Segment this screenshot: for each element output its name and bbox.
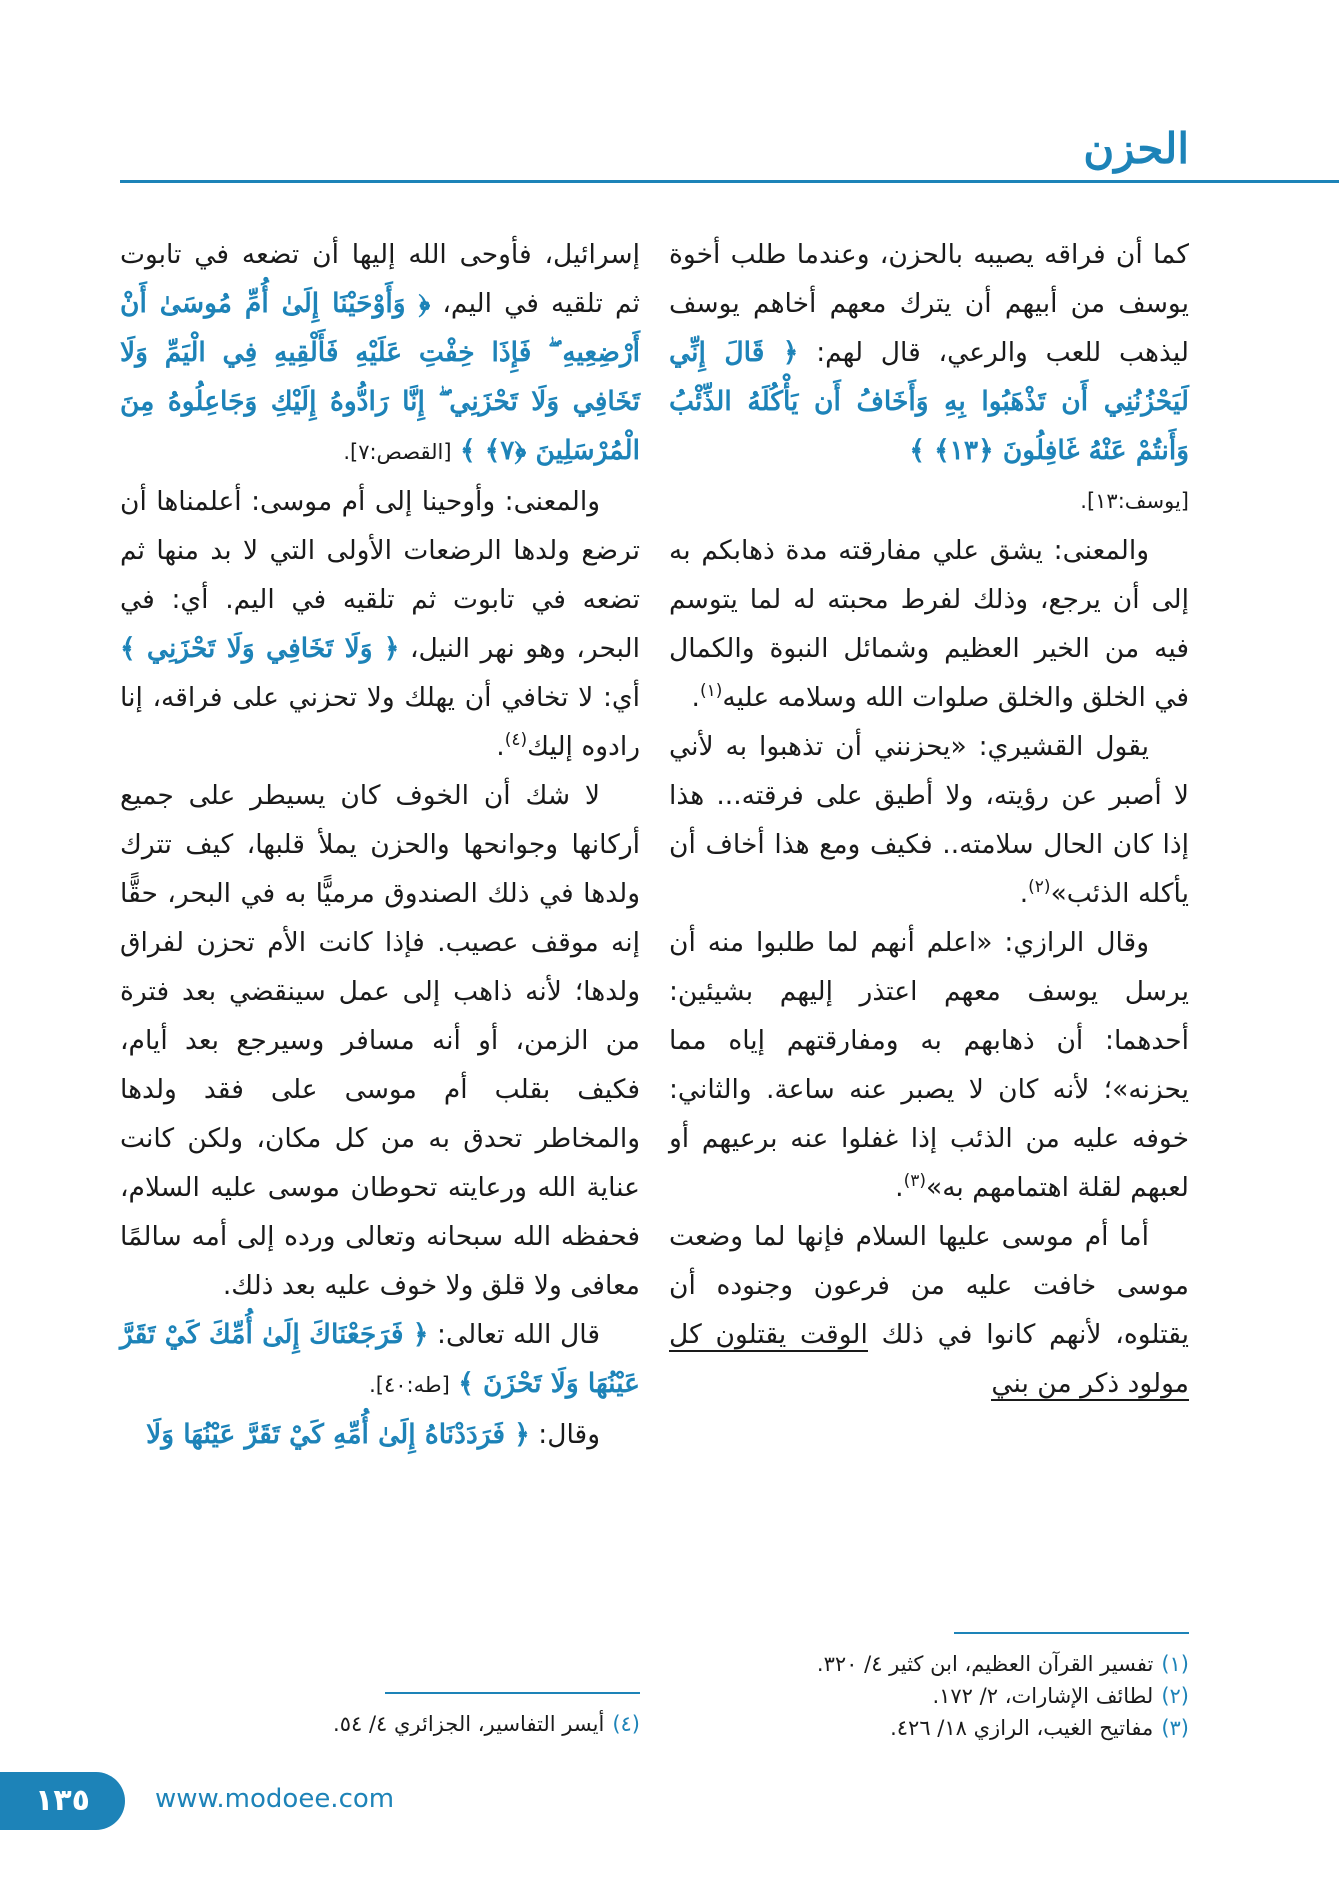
footnote-number: (١) [1161, 1652, 1189, 1676]
footnote-number: (٢) [1161, 1684, 1189, 1708]
verse-reference: [طه:٤٠]. [369, 1373, 450, 1397]
paragraph [120, 1410, 640, 1459]
footnote-item [669, 1712, 1189, 1744]
footnote-text: تفسير القرآن العظيم، ابن كثير ٤/ ٣٢٠. [816, 1652, 1154, 1676]
footnote-marker[interactable]: (١) [699, 681, 723, 702]
footnote-divider [954, 1632, 1189, 1634]
paragraph [120, 1310, 640, 1410]
footnote-text: لطائف الإشارات، ٢/ ١٧٢. [932, 1684, 1154, 1708]
footnote-marker[interactable]: (٤) [504, 730, 528, 751]
footnote-divider [385, 1692, 640, 1694]
footnote-number: (٣) [1161, 1716, 1189, 1740]
footnote-text: مفاتيح الغيب، الرازي ١٨/ ٤٢٦. [890, 1716, 1154, 1740]
text: إسرائيل، فأوحى الله إليها أن تضعه في تابوت ثم تلقيه في اليم، [120, 239, 640, 319]
quran-verse: ﴿ وَلَا تَخَافِي وَلَا تَحْزَنِي ﴾ [120, 633, 400, 664]
footnote-marker[interactable]: (٣) [903, 1171, 926, 1192]
verse-reference: [القصص:٧]. [343, 440, 452, 464]
text: والمعنى: وأوحينا إلى أم موسى: أعلمناها أن ترضع ولدها الرضعات الأولى التي لا بد منها ثم تضعه في تابوت ثم تلقيه في اليم. أي: في البحر، وهو نهر النيل، [120, 486, 640, 664]
footnote-item [669, 1680, 1189, 1712]
text: والمعنى: يشق علي مفارقته مدة ذهابكم به إلى أن يرجع، وذلك لفرط محبته له لما يتوسم فيه من الخير العظيم وشمائل النبوة والكمال في الخلق والخلق صلوات الله وسلامه عليه [669, 535, 1189, 713]
text: أي: لا تخافي أن يهلك ولا تحزني على فراقه، إنا رادوه إليك [120, 682, 640, 762]
footnotes-left [120, 1708, 640, 1740]
paragraph [669, 1212, 1189, 1408]
paragraph: وقال الرازي: «اعلم أنهم لما طلبوا منه أن يرسل يوسف معهم اعتذر إليهم بشيئين: أحدهما: أن ذهابهم به ومفارقتهم إياه مما يحزنه»؛ لأنه كان لا يصبر عنه ساعة. والثاني: خوفه عليه من الذئب إذا غفلوا عنه برعيهم أو لعبهم لقلة اهتمامهم به»$^{(٣)}$. [669, 927, 1189, 1203]
page-title: الحزن [1083, 124, 1189, 173]
verse-reference: [يوسف:١٣]. [1080, 489, 1189, 513]
left-column [120, 230, 640, 1459]
text: لا شك أن الخوف كان يسيطر على جميع أركانها وجوانحها والحزن يملأ قلبها، كيف تترك ولدها في ذلك الصندوق مرميًّا به في البحر، حقًّا إنه موقف عصيب. فإذا كانت الأم تحزن لفراق ولدها؛ لأنه ذاهب إلى عمل سينقضي بعد فترة من الزمن، أو أنه مسافر وسيرجع بعد أيام، فكيف بقلب أم موسى على فقد ولدها والمخاطر تحدق به من كل مكان، ولكن كانت عناية الله ورعايته تحوطان موسى عليه السلام، فحفظه الله سبحانه وتعالى ورده إلى أمه سالمًا معافى ولا قلق ولا خوف عليه بعد ذلك. [120, 780, 640, 1301]
paragraph: يقول القشيري: «يحزنني أن تذهبوا به لأني لا أصبر عن رؤيته، ولا أطيق على فرقته... هذا إذا كان الحال سلامته.. فكيف ومع هذا أخاف أن يأكله الذئب»$^{(٢)}$. [669, 731, 1189, 909]
quran-verse: ﴿ فَرَجَعْنَاكَ إِلَىٰ أُمِّكَ كَيْ تَقَرَّ عَيْنُهَا وَلَا تَحْزَنَ ﴾ [120, 1319, 640, 1399]
text: قال الله تعالى: [437, 1319, 600, 1350]
text: كما أن فراقه يصيبه بالحزن، وعندما طلب أخوة يوسف من أبيهم أن يترك معهم أخاهم يوسف ليذهب للعب والرعي، قال لهم: [669, 239, 1189, 368]
footnote-text: أيسر التفاسير، الجزائري ٤/ ٥٤. [333, 1712, 605, 1736]
right-column [669, 230, 1189, 1408]
footnote-item [120, 1708, 640, 1740]
quran-verse: ﴿ فَرَدَدْنَاهُ إِلَىٰ أُمِّهِ كَيْ تَقَرَّ عَيْنُهَا وَلَا [146, 1419, 530, 1450]
paragraph [120, 230, 640, 477]
text: وقال الرازي: «اعلم أنهم لما طلبوا منه أن يرسل يوسف معهم اعتذر إليهم بشيئين: أحدهما: أن ذهابهم به ومفارقتهم إياه مما يحزنه»؛ لأنه كان لا يصبر عنه ساعة. والثاني: خوفه عليه من الذئب إذا غفلوا عنه برعيهم أو لعبهم لقلة اهتمامهم به» [669, 927, 1189, 1203]
text: أما أم موسى عليها السلام فإنها لما وضعت موسى خافت عليه من فرعون وجنوده أن يقتلوه، لأنهم كانوا في ذلك [669, 1221, 1189, 1350]
text: وقال: [538, 1419, 600, 1450]
paragraph [669, 475, 1189, 526]
paragraph [120, 771, 640, 1310]
page-number: ١٣٥ [0, 1772, 125, 1830]
website-link[interactable]: www.modoee.com [155, 1784, 395, 1814]
paragraph: والمعنى: يشق علي مفارقته مدة ذهابكم به إلى أن يرجع، وذلك لفرط محبته له لما يتوسم فيه من الخير العظيم وشمائل النبوة والكمال في الخلق والخلق صلوات الله وسلامه عليه$^{(١)}$. [669, 535, 1189, 713]
text-underlined: الوقت يقتلون كل مولود ذكر من بني [669, 1319, 1189, 1399]
text: يقول القشيري: «يحزنني أن تذهبوا به لأني لا أصبر عن رؤيته، ولا أطيق على فرقته... هذا إذا كان الحال سلامته.. فكيف ومع هذا أخاف أن يأكله الذئب» [669, 731, 1189, 909]
quran-verse: ﴿ وَأَوْحَيْنَا إِلَىٰ أُمِّ مُوسَىٰ أَنْ أَرْضِعِيهِ ۖ فَإِذَا خِفْتِ عَلَيْهِ فَأَلْقِيهِ فِي الْيَمِّ وَلَا تَخَافِي وَلَا تَحْزَنِي ۖ إِنَّا رَادُّوهُ إِلَيْكِ وَجَاعِلُوهُ مِنَ الْمُرْسَلِينَ ﴿٧﴾ ﴾ [120, 288, 640, 466]
paragraph [669, 230, 1189, 475]
footnotes-right [669, 1648, 1189, 1744]
footnote-marker[interactable]: (٢) [1028, 877, 1051, 898]
paragraph: والمعنى: وأوحينا إلى أم موسى: أعلمناها أن ترضع ولدها الرضعات الأولى التي لا بد منها ثم تضعه في تابوت ثم تلقيه في اليم. أي: في البحر، وهو نهر النيل، ﴿ وَلَا تَخَافِي وَلَا تَحْزَنِي ﴾ أي: لا تخافي أن يهلك ولا تحزني على فراقه، إنا رادوه إليك$^{(٤)}$. [120, 486, 640, 762]
footnote-item [669, 1648, 1189, 1680]
footnote-number: (٤) [612, 1712, 640, 1736]
quran-verse: ﴿ قَالَ إِنِّي لَيَحْزُنُنِي أَن تَذْهَبُوا بِهِ وَأَخَافُ أَن يَأْكُلَهُ الذِّئْبُ وَأَنتُمْ عَنْهُ غَافِلُونَ ﴿١٣﴾ ﴾ [669, 337, 1189, 466]
header-divider [120, 180, 1339, 183]
